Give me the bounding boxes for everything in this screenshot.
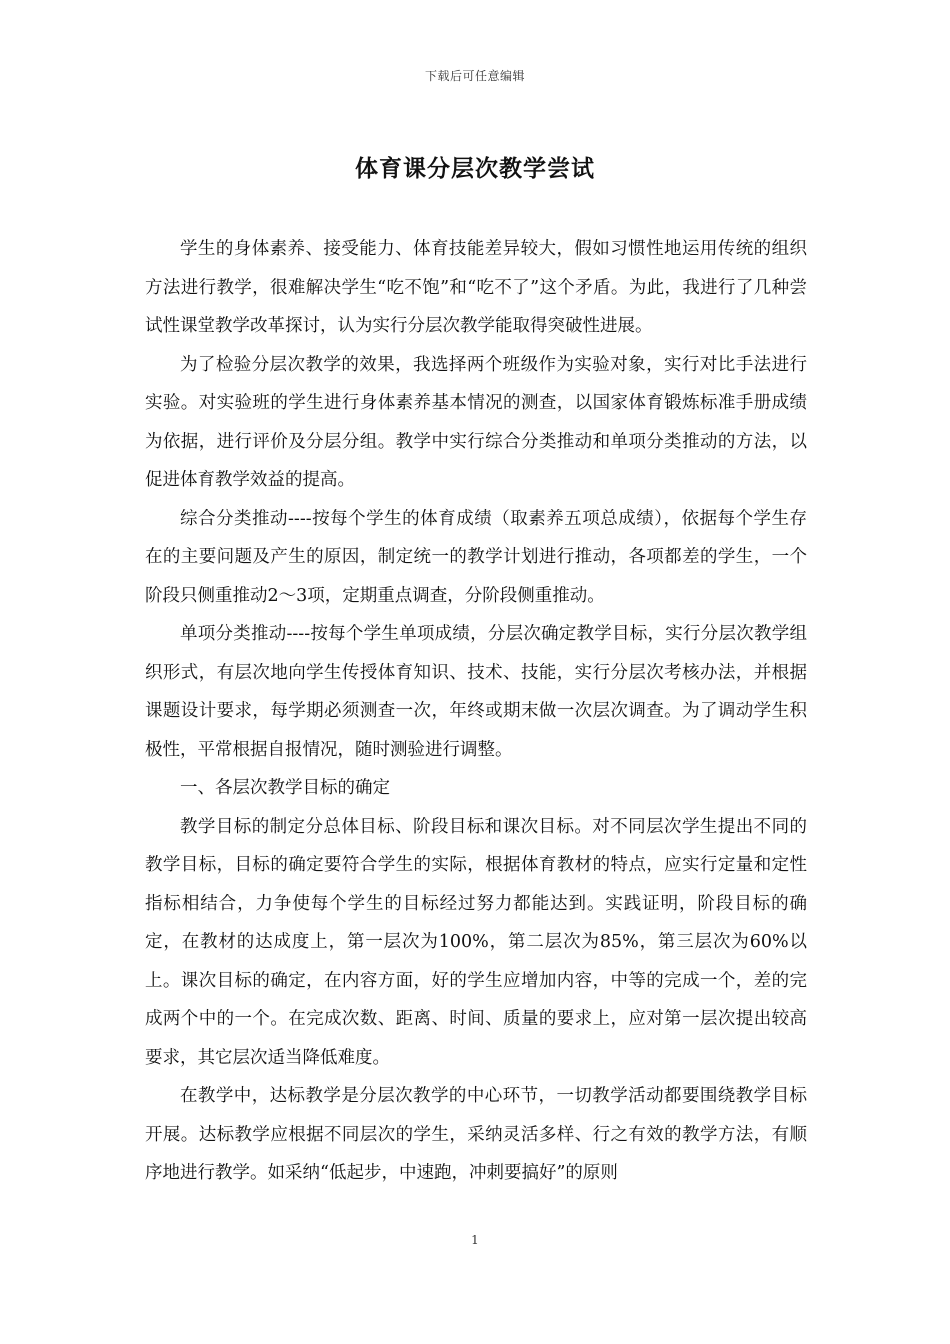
paragraph: 在教学中，达标教学是分层次教学的中心环节，一切教学活动都要围绕教学目标开展。达标教学应根据不同层次的学生，采纳灵活多样、行之有效的教学方法，有顺序地进行教学。如采纳“低起步，中速跑，冲刺要搞好”的原则: [145, 1086, 807, 1183]
page-number: 1: [471, 1233, 479, 1247]
paragraph: 教学目标的制定分总体目标、阶段目标和课次目标。对不同层次学生提出不同的教学目标，目标的确定要符合学生的实际，根据体育教材的特点，应实行定量和定性指标相结合，力争使每个学生的目标经过努力都能达到。实践证明，阶段目标的确定，在教材的达成度上，第一层次为100%，第二层次为85%，第三层次为60%以上。课次目标的确定，在内容方面，好的学生应增加内容，中等的完成一个，差的完成两个中的一个。在完成次数、距离、时间、质量的要求上，应对第一层次提出较高要求，其它层次适当降低难度。: [145, 816, 807, 1068]
paragraph: 综合分类推动----按每个学生的体育成绩（取素养五项总成绩），依据每个学生存在的主要问题及产生的原因，制定统一的教学计划进行推动，各项都差的学生，一个阶段只侧重推动2～3项，定期重点调查，分阶段侧重推动。: [145, 508, 807, 606]
paragraph: 为了检验分层次教学的效果，我选择两个班级作为实验对象，实行对比手法进行实验。对实验班的学生进行身体素养基本情况的测查，以国家体育锻炼标准手册成绩为依据，进行评价及分层分组。教学中实行综合分类推动和单项分类推动的方法，以促进体育教学效益的提高。: [145, 354, 807, 490]
page-header-note: 下载后可任意编辑: [424, 69, 525, 83]
paragraph: 学生的身体素养、接受能力、体育技能差异较大，假如习惯性地运用传统的组织方法进行教学，很难解决学生“吃不饱”和“吃不了”这个矛盾。为此，我进行了几种尝试性课堂教学改革探讨，认为实行分层次教学能取得突破性进展。: [145, 239, 807, 336]
document-title: 体育课分层次教学尝试: [355, 155, 595, 182]
section-heading: 一、各层次教学目标的确定: [180, 778, 390, 798]
paragraph: 单项分类推动----按每个学生单项成绩，分层次确定教学目标，实行分层次教学组织形式，有层次地向学生传授体育知识、技术、技能，实行分层次考核办法，并根据课题设计要求，每学期必须测查一次，年终或期末做一次层次调查。为了调动学生积极性，平常根据自报情况，随时测验进行调整。: [145, 624, 807, 760]
document-body: [145, 230, 807, 1193]
